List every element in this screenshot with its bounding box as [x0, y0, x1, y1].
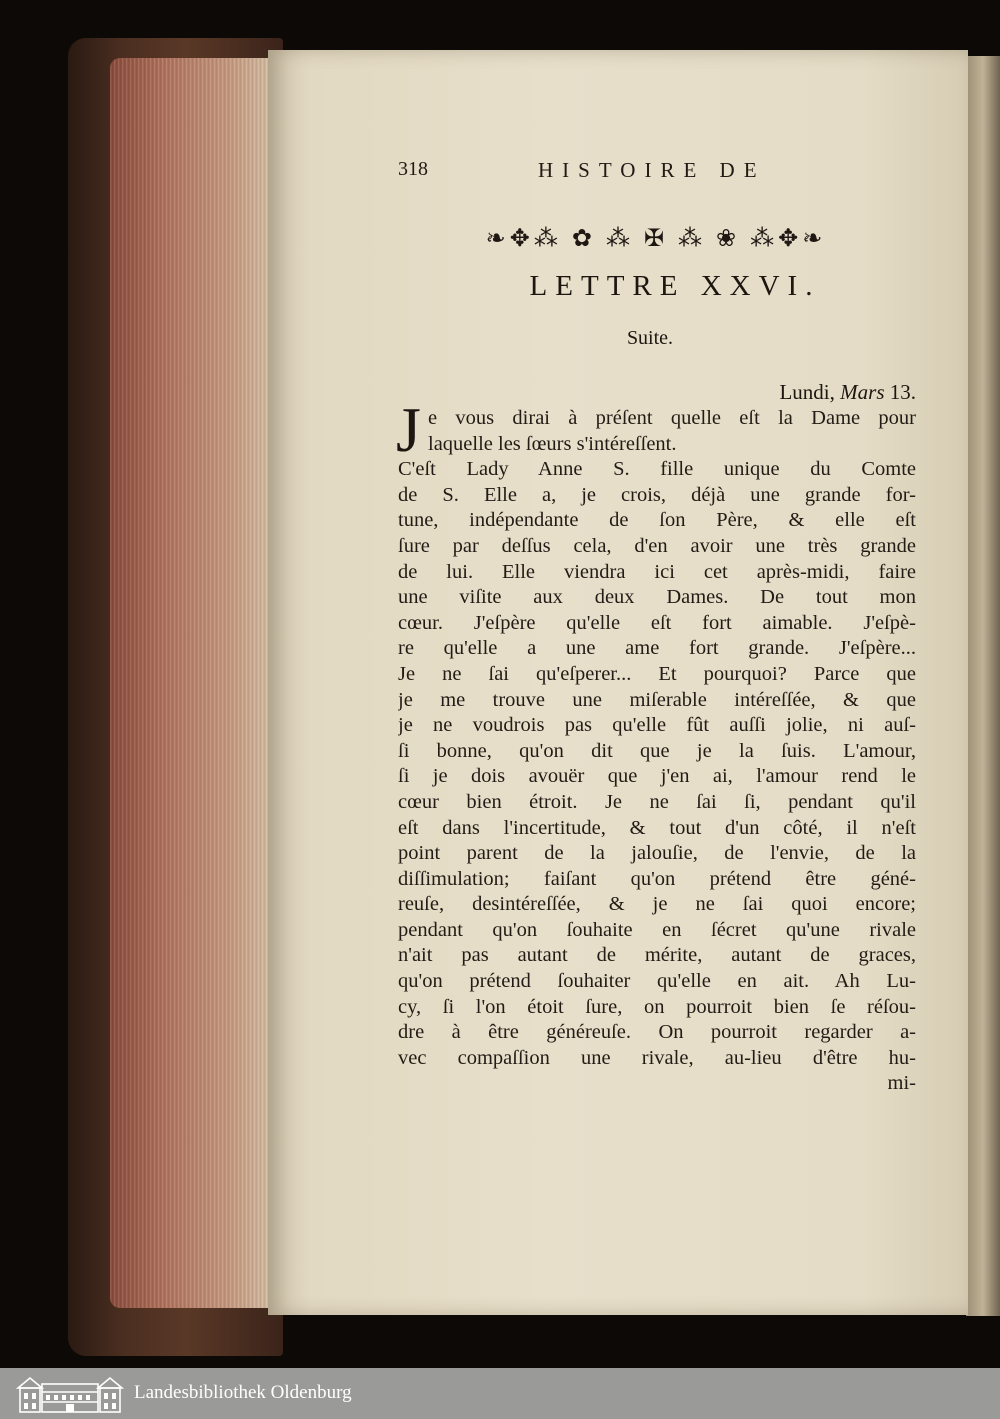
running-head-title: HISTOIRE DE	[538, 158, 766, 182]
library-name: Landesbibliothek Oldenburg	[134, 1382, 352, 1403]
text-line: ſi bonne, qu'on dit que je la ſuis. L'amour,	[398, 739, 916, 762]
dateline	[700, 380, 916, 405]
text-line: cœur bien étroit. Je ne ſai ſi, pendant qu'il	[398, 790, 916, 813]
text-line: je me trouve une miſerable intéreſſée, & que	[398, 688, 916, 711]
text-line: reuſe, desintéreſſée, & je ne ſai quoi encore;	[398, 893, 916, 916]
text-line: C'eſt Lady Anne S. fille unique du Comte	[398, 458, 916, 481]
text-line: je ne voudrois pas qu'elle fût auſſi jolie, ni auſ-	[398, 714, 916, 737]
drop-cap: J	[396, 394, 421, 465]
body-text	[398, 406, 916, 1097]
running-head	[398, 158, 918, 188]
library-building-icon	[16, 1372, 124, 1414]
letter-subtitle: Suite.	[626, 327, 674, 349]
text-line: pendant qu'on ſouhaite en ſécret qu'une rivale	[398, 918, 916, 941]
text-line: dre à être généreuſe. On pourroit regarder a-	[398, 1021, 916, 1044]
page-edges	[110, 58, 282, 1308]
text-line: ſi je dois avouër que j'en ai, l'amour rend le	[398, 765, 916, 788]
text-line: une viſite aux deux Dames. De tout mon	[398, 586, 916, 609]
text-line: de S. Elle a, je crois, déjà une grande for-	[398, 483, 916, 506]
ornament-band: ❧✥⁂ ✿ ⁂ ✠ ⁂ ❀ ⁂✥❧	[485, 226, 827, 252]
text-line: e vous dirai à préſent quelle eſt la Dame pour	[428, 407, 916, 429]
page-number: 318	[398, 158, 428, 180]
text-line: cy, ſi l'on étoit ſure, on pourroit bien ſe réſou-	[398, 995, 916, 1018]
text-line: qu'on prétend ſouhaiter qu'elle en ait. Ah Lu-	[398, 970, 916, 993]
text-line: ſure par deſſus cela, d'en avoir une très grande	[398, 534, 916, 557]
facing-page-edge	[966, 56, 1000, 1316]
library-footer	[0, 1368, 1000, 1419]
text-line: tune, indépendante de ſon Père, & elle eſt	[398, 509, 916, 532]
text-line: Je ne ſai qu'eſperer... Et pourquoi? Parce que	[398, 662, 916, 685]
text-line: de lui. Elle viendra ici cet après-midi, faire	[398, 560, 916, 583]
letter-title: LETTRE XXVI.	[529, 270, 821, 302]
text-line: n'ait pas autant de mérite, autant de graces,	[398, 944, 916, 967]
dateline-prefix: Lundi,	[779, 380, 835, 404]
text-line: mi-	[887, 1072, 916, 1095]
text-line: vec compaſſion une rivale, au-lieu d'être hu-	[398, 1046, 916, 1069]
text-line: eſt dans l'incertitude, & tout d'un côté, il n'eſt	[398, 816, 916, 839]
dateline-month: Mars	[840, 380, 885, 404]
dateline-day: 13.	[889, 380, 916, 404]
text-line: re qu'elle a une ame fort grande. J'eſpère...	[398, 637, 916, 660]
text-line: point parent de la jalouſie, de l'envie, de la	[398, 842, 916, 865]
text-line: cœur. J'eſpère qu'elle eſt fort aimable. J'eſpè-	[398, 611, 916, 634]
text-line: laquelle les ſœurs s'intéreſſent.	[428, 432, 677, 455]
text-line: diſſimulation; faiſant qu'on prétend être géné-	[398, 867, 916, 890]
